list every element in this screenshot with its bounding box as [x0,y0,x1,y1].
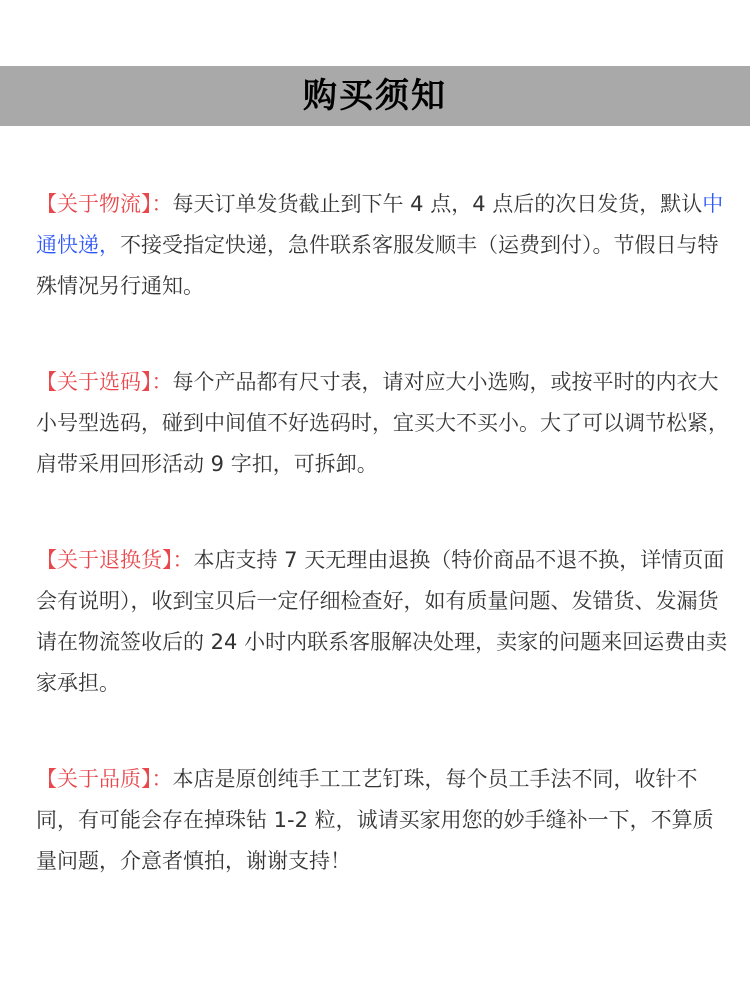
quality-heading: 【关于品质】： [36,767,173,791]
logistics-body-before: 每天订单发货截止到下午 4 点，4 点后的次日发货，默认 [172,192,703,216]
courier-highlight: 中通快递， [36,192,724,257]
size-section [36,362,730,485]
returns-section [36,540,730,704]
page-title: 购买须知 [303,76,447,116]
quality-body: 本店是原创纯手工工艺钉珠，每个员工手法不同，收针不同，有可能会存在掉珠钻 1-2 粒，诚请买家用您的妙手缝补一下，不算质量问题，介意者慎拍，谢谢支持！ [36,767,714,873]
logistics-section [36,184,730,307]
returns-body: 本店支持 7 天无理由退换（特价商品不退不换，详情页面会有说明），收到宝贝后一定仔细检查好，如有质量问题、发错货、发漏货请在物流签收后的 24 小时内联系客服解决处理，卖家的问题来回运费由卖家承担。 [36,548,728,695]
logistics-body-after: 不接受指定快递，急件联系客服发顺丰（运费到付）。节假日与特殊情况另行通知。 [36,233,719,298]
returns-heading: 【关于退换货】： [36,548,194,572]
size-heading: 【关于选码】： [36,370,173,394]
size-body: 每个产品都有尺寸表，请对应大小选购，或按平时的内衣大小号型选码，碰到中间值不好选码时，宜买大不买小。大了可以调节松紧，肩带采用回形活动 9 字扣，可拆卸。 [36,370,729,476]
logistics-heading: 【关于物流】： [36,192,173,216]
notice-content [36,184,730,882]
header-band [0,66,750,126]
quality-section [36,759,730,882]
